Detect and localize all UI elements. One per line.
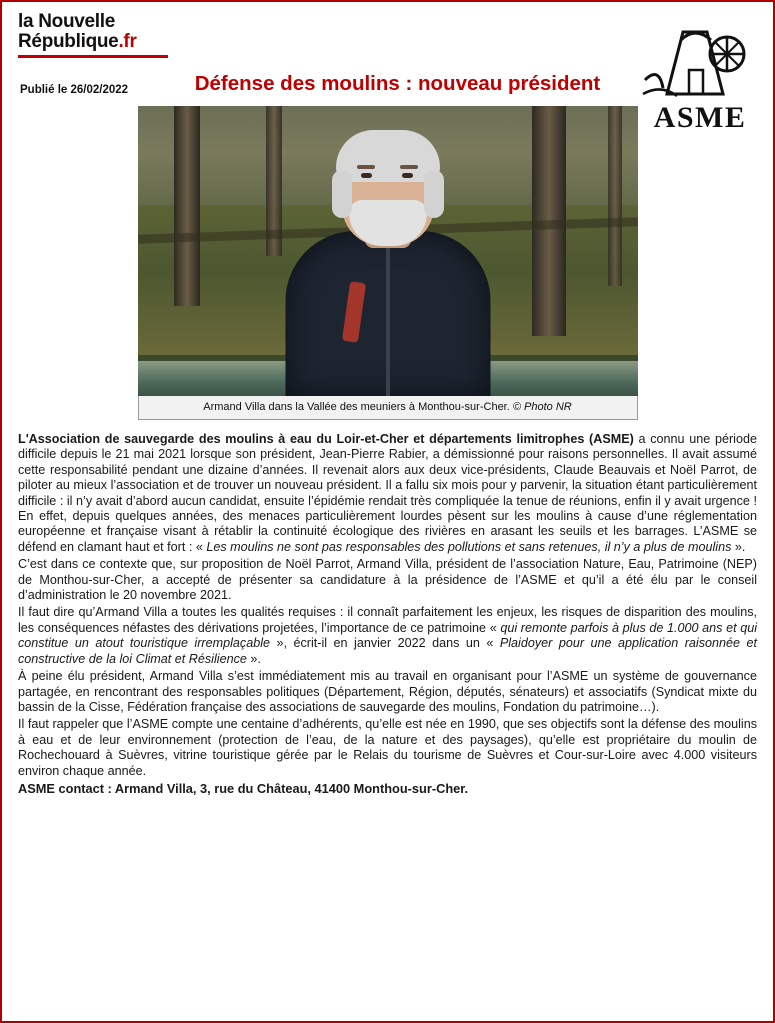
photo-subject-eye-left [361, 173, 372, 178]
photo-credit: © Photo NR [512, 401, 572, 413]
masthead-domain-suffix: .fr [118, 30, 137, 52]
publication-date: Publié le 26/02/2022 [20, 84, 129, 96]
article-paragraph-3-a: Il faut dire qu’Armand Villa a toutes les qualités requises : il connaît parfaitement les enjeux, les risques de disparition des moulins, les conséquences néfastes des dérivations projetées, l’importance de ce patrimoine « [18, 605, 757, 635]
article-figure [138, 106, 638, 420]
article-paragraph-4: À peine élu président, Armand Villa s’est immédiatement mis au travail en organisant pour l’ASME un système de gouvernance partagée, en rencontrant des responsables politiques (Département, Région, députés, sénateurs) et associatifs (Syndicat mixte du bassin de la Cisse, Fédération française des associations de sauvegarde des moulins, Fondation du patrimoine…). [18, 669, 757, 714]
article-photo [138, 106, 638, 396]
article-paragraph-1-end: ». [731, 539, 746, 554]
photo-caption-text: Armand Villa dans la Vallée des meuniers à Monthou-sur-Cher. [203, 401, 510, 413]
photo-subject-zipper [386, 246, 390, 396]
masthead-line2-text: République [18, 30, 119, 52]
article-body [2, 420, 773, 796]
article-paragraph-3-b: », écrit-il en janvier 2022 dans un « [270, 636, 500, 651]
photo-subject-brow-left [357, 165, 375, 169]
article-paragraph-1-rest: a connu une période difficile depuis le 21 mai 2021 lorsque son président, Jean-Pierre Rabier, a démissionné pour raisons personnelles. Il avait assumé cette responsabilité pendant une dizaine d’années. Il revenait alors aux deux vice-présidents, Claude Beauvais et Noël Parrot, de piloter au mieux l’association et de trouver un nouveau président. Il a fallu six mois pour y parvenir, la situation étant particulièrement difficile : il n’y avait d’abord aucun candidat, ensuite l’épidémie rendait très compliquée la tenue de réunions, enfin il y avait urgence ! En effet, depuis quelques années, des menaces particulièrement lourdes pèsent sur les moulins à cause d’une réglementation européenne et française visant à rétablir la continuité écologique des rivières en arasant les seuils et les barrages. L’ASME se défend en clamant haut et fort : « [18, 432, 757, 554]
asme-logo [637, 10, 763, 138]
article-quote-2: qui remonte parfois à plus de 1.000 ans et qui constitue un atout touristique irremplaçable [18, 620, 758, 651]
article-paragraph-3 [18, 605, 757, 667]
article-lead-bold: L'Association de sauvegarde des moulins à eau du Loir-et-Cher et départements limitrophes (ASME) [18, 432, 634, 446]
article-paragraph-1 [18, 432, 757, 555]
photo-tree-trunk [608, 106, 622, 286]
photo-subject-person [283, 146, 493, 396]
page-header [2, 2, 773, 134]
masthead-line1: la Nouvelle [18, 11, 116, 32]
article-paragraph-3-c: ». [246, 651, 261, 666]
masthead-rule [18, 55, 168, 58]
masthead-line2 [18, 32, 188, 52]
photo-subject-brow-right [400, 165, 418, 169]
asme-wordmark: ASME [653, 101, 747, 134]
page-title: Défense des moulins : nouveau président [194, 72, 601, 95]
asme-contact: ASME contact : Armand Villa, 3, rue du Château, 41400 Monthou-sur-Cher. [18, 780, 469, 796]
photo-caption [138, 396, 638, 420]
photo-subject-eye-right [402, 173, 413, 178]
article-quote-3: Plaidoyer pour une application raisonnée et constructive de la loi Climat et Résilience [18, 636, 757, 666]
article-quote-1: Les moulins ne sont pas responsables des pollutions et sans retenues, il n’y a plus de moulins [206, 539, 732, 554]
windmill-icon [637, 10, 763, 102]
photo-tree-trunk [174, 106, 200, 306]
photo-subject-hair-left [332, 170, 352, 218]
article-paragraph-2: C’est dans ce contexte que, sur proposition de Noël Parrot, Armand Villa, président de l’association Nature, Eau, Patrimoine (NEP) de Monthou-sur-Cher, a accepté de présenter sa candidature à la présidence de l’ASME et qu’il a été élu par le conseil d’administration le 20 novembre 2021. [18, 557, 757, 603]
photo-subject-hair-right [424, 170, 444, 218]
article-paragraph-5: Il faut rappeler que l’ASME compte une centaine d’adhérents, qu’elle est née en 1990, que ses objectifs sont la défense des moulins à eau et de leur environnement (protection de l’eau, de la nature et des paysages), qu’elle est propriétaire du moulin de Rochechouard à Suèvres, vitrine touristique gérée par le Relais du tourisme de Suèvres et Cour-sur-Loire avec 4.000 visiteurs environ chaque année. [18, 717, 757, 778]
nouvelle-republique-logo [18, 12, 188, 58]
